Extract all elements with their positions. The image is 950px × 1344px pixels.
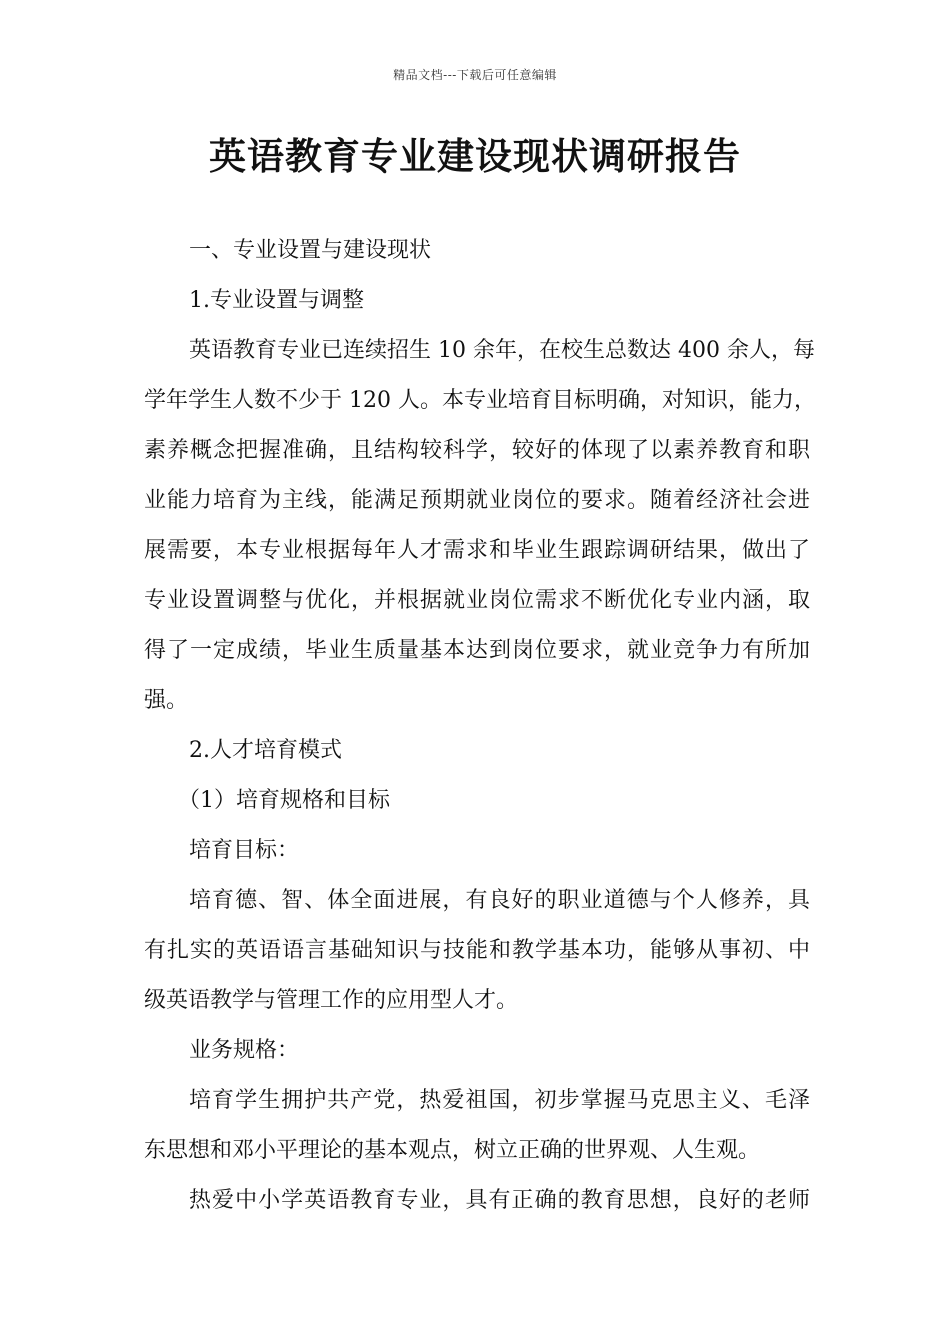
header-note: 精品文档---下载后可任意编辑 <box>393 68 557 82</box>
paragraph-line: 专业设置调整与优化，并根据就业岗位需求不断优化专业内涵，取 <box>144 588 810 613</box>
paragraph-line: 业能力培育为主线，能满足预期就业岗位的要求。随着经济社会进 <box>144 488 810 513</box>
document-title: 英语教育专业建设现状调研报告 <box>209 134 741 178</box>
paragraph-line: 东思想和邓小平理论的基本观点，树立正确的世界观、人生观。 <box>144 1138 761 1163</box>
subsection-heading: 1.专业设置与调整 <box>189 288 364 313</box>
label-line: 业务规格： <box>189 1038 300 1063</box>
paragraph-line: 英语教育专业已连续招生 10 余年，在校生总数达 400 余人，每 <box>189 338 815 363</box>
paragraph-line: 得了一定成绩，毕业生质量基本达到岗位要求，就业竞争力有所加 <box>144 638 810 663</box>
subsection-heading: （1）培育规格和目标 <box>178 788 390 813</box>
paragraph-line: 培育学生拥护共产党，热爱祖国，初步掌握马克思主义、毛泽 <box>189 1088 810 1113</box>
paragraph-line: 培育德、智、体全面进展，有良好的职业道德与个人修养，具 <box>189 888 810 913</box>
paragraph-line: 热爱中小学英语教育专业，具有正确的教育思想，良好的老师 <box>189 1188 810 1213</box>
section-heading: 一、专业设置与建设现状 <box>189 238 432 263</box>
paragraph-line: 有扎实的英语语言基础知识与技能和教学基本功，能够从事初、中 <box>144 938 810 963</box>
paragraph-line: 学年学生人数不少于 120 人。本专业培育目标明确，对知识，能力， <box>144 388 816 413</box>
paragraph-line: 展需要，本专业根据每年人才需求和毕业生跟踪调研结果，做出了 <box>144 538 810 563</box>
document-body <box>144 226 816 1226</box>
paragraph-line: 强。 <box>144 688 189 713</box>
subsection-heading: 2.人才培育模式 <box>189 738 342 763</box>
label-line: 培育目标： <box>189 838 300 863</box>
paragraph-line: 级英语教学与管理工作的应用型人才。 <box>144 988 519 1013</box>
paragraph-line: 素养概念把握准确，且结构较科学，较好的体现了以素养教育和职 <box>144 438 810 463</box>
